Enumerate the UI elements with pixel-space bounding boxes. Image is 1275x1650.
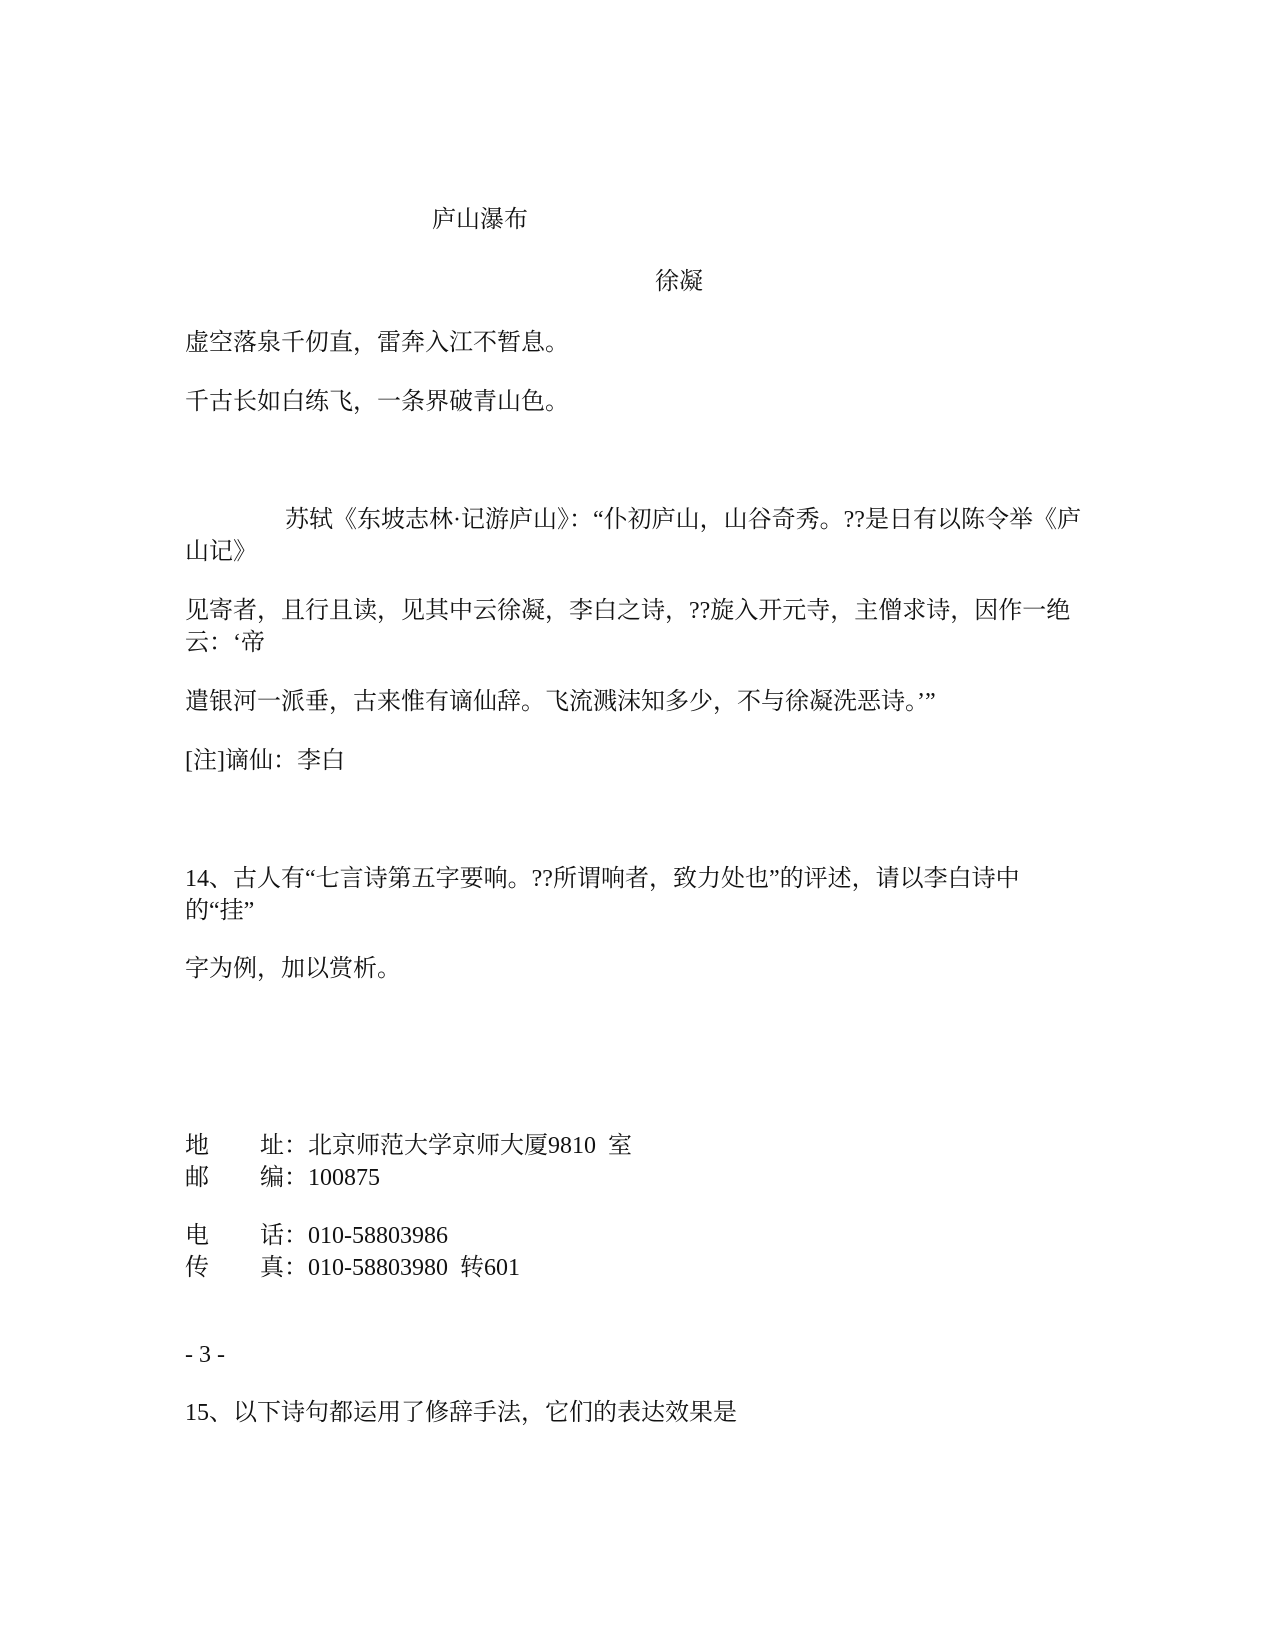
- contact-phone: [185, 1220, 448, 1252]
- commentary-note: [注]谪仙：李白: [185, 748, 345, 774]
- contact-phone-value: 010-58803986: [308, 1223, 448, 1249]
- poem-title: 庐山瀑布: [432, 207, 528, 233]
- contact-postcode-value: 100875: [308, 1165, 380, 1191]
- contact-fax: [185, 1252, 520, 1284]
- page-number: - 3 -: [185, 1342, 225, 1368]
- question-14: 14、古人有“七言诗第五字要响。??所谓响者，致力处也”的评述，请以李白诗中的“挂”: [185, 866, 1020, 924]
- poem-line-2: 千古长如白练飞，一条界破青山色。: [185, 389, 569, 415]
- contact-phone-label2: 话：: [260, 1223, 308, 1249]
- contact-phone-label1: 电: [185, 1223, 209, 1249]
- contact-address: [185, 1130, 632, 1162]
- contact-address-label2: 址：: [260, 1133, 308, 1159]
- contact-fax-value: 010-58803980 转601: [308, 1255, 520, 1281]
- commentary-paragraph-3: 遣银河一派垂，古来惟有谪仙辞。飞流溅沫知多少，不与徐凝洗恶诗。’”: [185, 689, 936, 715]
- commentary-paragraph-1: 苏轼《东坡志林·记游庐山》：“仆初庐山，山谷奇秀。??是日有以陈令举《庐山记》: [185, 507, 1081, 565]
- contact-fax-label2: 真：: [260, 1255, 308, 1281]
- commentary-paragraph-2: 见寄者，且行且读，见其中云徐凝，李白之诗，??旋入开元寺，主僧求诗，因作一绝云：‘帝: [185, 598, 1071, 656]
- contact-address-value: 北京师范大学京师大厦9810 室: [308, 1133, 632, 1159]
- question-15: 15、以下诗句都运用了修辞手法，它们的表达效果是: [185, 1400, 737, 1426]
- contact-fax-label1: 传: [185, 1255, 209, 1281]
- contact-postcode: [185, 1162, 380, 1194]
- poem-line-1: 虚空落泉千仞直，雷奔入江不暂息。: [185, 330, 569, 356]
- contact-postcode-label1: 邮: [185, 1165, 209, 1191]
- contact-postcode-label2: 编：: [260, 1165, 308, 1191]
- question-14-continuation: 字为例，加以赏析。: [185, 956, 401, 982]
- contact-address-label1: 地: [185, 1133, 209, 1159]
- poem-author: 徐凝: [655, 269, 703, 295]
